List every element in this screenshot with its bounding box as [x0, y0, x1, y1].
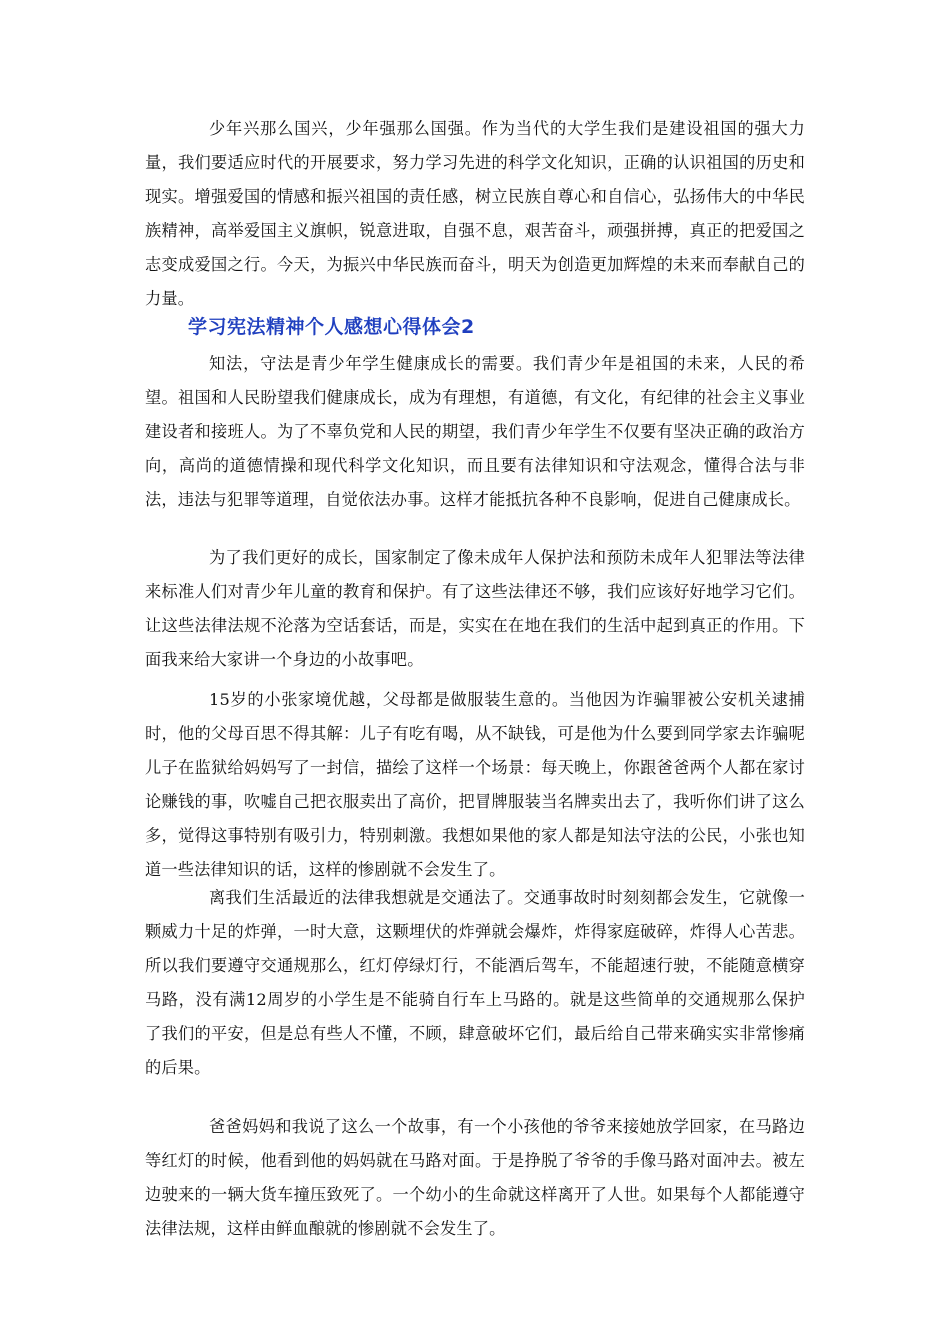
- paragraph-xiaozhang-story: 15岁的小张家境优越，父母都是做服装生意的。当他因为诈骗罪被公安机关逮捕时，他的父母百思不得其解：儿子有吃有喝，从不缺钱，可是他为什么要到同学家去诈骗呢儿子在监狱给妈妈写了一封信，描绘了这样一个场景：每天晚上，你跟爸爸两个人都在家讨论赚钱的事，吹嘘自己把衣服卖出了高价，把冒牌服装当名牌卖出去了，我听你们讲了这么多，觉得这事特别有吸引力，特别刺激。我想如果他的家人都是知法守法的公民，小张也知道一些法律知识的话，这样的惨剧就不会发生了。: [145, 690, 805, 879]
- paragraph-child-accident-story: 爸爸妈妈和我说了这么一个故事，有一个小孩他的爷爷来接她放学回家，在马路边等红灯的时候，他看到他的妈妈就在马路对面。于是挣脱了爷爷的手像马路对面冲去。被左边驶来的一辆大货车撞压致死了。一个幼小的生命就这样离开了人世。如果每个人都能遵守法律法规，这样由鲜血酿就的惨剧就不会发生了。: [145, 1117, 805, 1238]
- section-heading: 学习宪法精神个人感想心得体会2: [188, 316, 475, 338]
- paragraph-traffic-law: 离我们生活最近的法律我想就是交通法了。交通事故时时刻刻都会发生，它就像一颗威力十足的炸弹，一时大意，这颗埋伏的炸弹就会爆炸，炸得家庭破碎，炸得人心苦悲。所以我们要遵守交通规那么，红灯停绿灯行，不能酒后驾车，不能超速行驶，不能随意横穿马路，没有满12周岁的小学生是不能骑自行车上马路的。就是这些简单的交通规那么保护了我们的平安，但是总有些人不懂，不顾，肆意破坏它们，最后给自己带来确实实非常惨痛的后果。: [145, 888, 805, 1077]
- paragraph-know-the-law: 知法，守法是青少年学生健康成长的需要。我们青少年是祖国的未来，人民的希望。祖国和人民盼望我们健康成长，成为有理想，有道德，有文化，有纪律的社会主义事业建设者和接班人。为了不辜负党和人民的期望，我们青少年学生不仅要有坚决正确的政治方向，高尚的道德情操和现代科学文化知识，而且要有法律知识和守法观念，懂得合法与非法，违法与犯罪等道理，自觉依法办事。这样才能抵抗各种不良影响，促进自己健康成长。: [145, 354, 805, 509]
- paragraph-protection-laws: 为了我们更好的成长，国家制定了像未成年人保护法和预防未成年人犯罪法等法律来标准人们对青少年儿童的教育和保护。有了这些法律还不够，我们应该好好地学习它们。让这些法律法规不沦落为空话套话，而是，实实在在地在我们的生活中起到真正的作用。下面我来给大家讲一个身边的小故事吧。: [145, 548, 805, 669]
- paragraph-patriotism: 少年兴那么国兴，少年强那么国强。作为当代的大学生我们是建设祖国的强大力量，我们要适应时代的开展要求，努力学习先进的科学文化知识，正确的认识祖国的历史和现实。增强爱国的情感和振兴祖国的责任感，树立民族自尊心和自信心，弘扬伟大的中华民族精神，高举爱国主义旗帜，锐意进取，自强不息，艰苦奋斗，顽强拼搏，真正的把爱国之志变成爱国之行。今天，为振兴中华民族而奋斗，明天为创造更加辉煌的未来而奉献自己的力量。: [145, 119, 805, 308]
